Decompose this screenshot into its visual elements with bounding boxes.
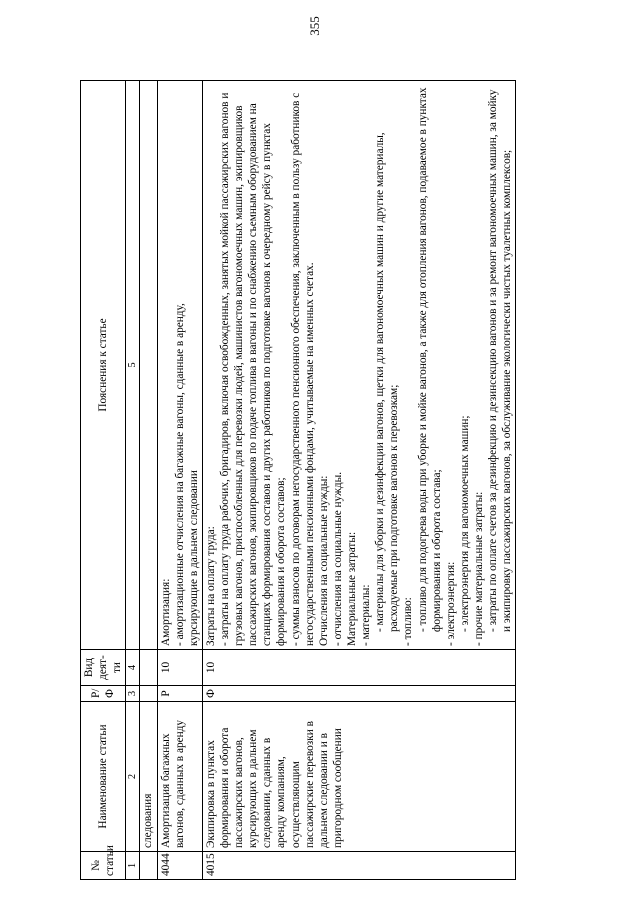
explanation-line: Амортизация: [159,578,172,646]
table-row [157,81,202,880]
explanation-line: - суммы взносов по договорам негосударственного пенсионного обеспечения, заключенным в пользу работников с негосударственными пенсионными фондами, учитываемые на именных счетах. [289,92,316,646]
header-article-name: Наименование статьи [81,702,126,852]
article-activity: 10 [157,650,202,686]
column-number-row [126,81,140,880]
article-explanation [202,81,515,650]
rotated-table-wrapper [80,80,585,880]
explanation-line: - электроэнергия: [444,561,457,646]
explanation-line: Отчисления на социальные нужды: [317,475,330,646]
article-number: 4015 [202,852,515,880]
article-activity: 10 [202,650,515,686]
continuation-row [140,81,157,880]
column-number: 3 [126,686,140,702]
explanation-line: курсирующие в дальнем следовании [187,470,200,646]
header-rf: Р/Ф [81,686,126,702]
table-row [202,81,515,880]
continuation-text: следования [140,702,157,852]
column-number: 4 [126,650,140,686]
explanation-line: - затраты по оплате счетов за дезинфекцию и дезинсекцию вагонов и за ремонт вагономоечных машин, за мойку и экипировку пассажирских вагонов, за обслуживание экологически чистых туалетных комплексов; [487,89,514,632]
header-explanations: Пояснения к статье [81,81,126,650]
article-name: Экипировка в пунктах формирования и оборота пассажирских вагонов, курсирующих в дальнем следовании, сданных в аренду компаниям, осуществляющим пассажирские перевозки в дальнем следовании и в пригородном сообщении [202,702,515,852]
column-number: 2 [126,702,140,852]
explanation-line: - отчисления на социальные нужды. [331,471,344,646]
header-row [81,81,126,880]
article-name: Амортизация багажных вагонов, сданных в аренду [157,702,202,852]
explanation-line: - затраты на оплату труда рабочих, бригадиров, включая освобожденных, занятых мойкой пассажирских вагонов и грузовых вагонов, приспособленных для перевозки людей, машинистов вагономоечных машин, экипировщиков пассажирских вагонов, экипировщиков по подаче топлива в вагоны и по снабжению съемным оборудованием на станциях формирования составов и других работников по подготовке вагонов к очередному рейсу в пунктах формирования и оборота составов; [219,92,288,646]
explanation-line: - электроэнергия для вагономоечных машин; [458,415,471,632]
article-rf: Ф [202,686,515,702]
explanation-line: - материалы для уборки и дезинфекции вагонов, щетки для вагономоечных машин и другие материалы, расходуемые при подготовке вагонов к перевозкам; [374,132,401,632]
articles-table [80,80,516,880]
explanation-line: Затраты на оплату труда: [204,526,217,646]
explanation-line: - прочие материальные затраты: [472,491,485,646]
article-explanation [157,81,202,650]
explanation-line: - амортизационные отчисления на багажные вагоны, сданные в аренду, [173,303,186,646]
explanation-line: - топливо: [402,597,415,646]
page-number: 355 [307,16,322,36]
article-number: 4044 [157,852,202,880]
column-number: 1 [126,852,140,880]
article-rf: Р [157,686,202,702]
column-number: 5 [126,81,140,650]
header-activity-type: Вид деят-ти [81,650,126,686]
explanation-line: - материалы: [360,584,373,646]
explanation-line: - топливо для подогрева воды при уборке и мойке вагонов, а также для отопления вагонов, подаваемое в пунктах формирования и оборота состава; [416,87,443,632]
header-article-number: № статьи [81,852,126,880]
explanation-line: Материальные затраты: [345,531,358,646]
